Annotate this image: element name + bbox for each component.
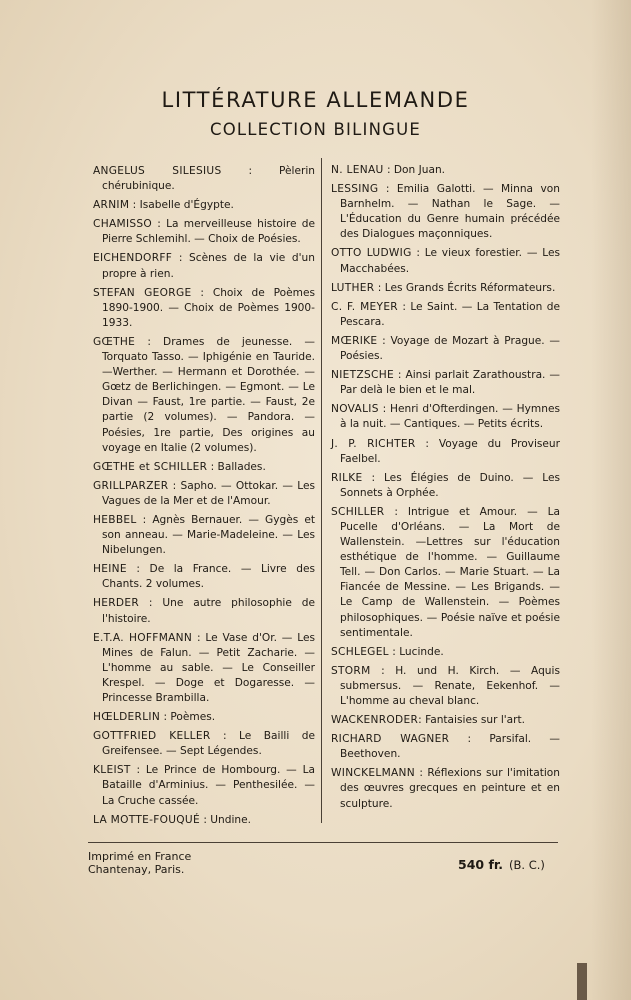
catalog-entry: [331, 246, 560, 276]
works-list: : Poèmes.: [160, 711, 216, 724]
works-list: : Le vieux forestier. — Les Macchabées.: [340, 247, 560, 275]
catalog-entry: [331, 437, 560, 467]
catalog-entry: [93, 710, 315, 725]
works-list: : Ballades.: [207, 460, 266, 473]
printer-info: [88, 850, 191, 876]
author-name: LA MOTTE-FOUQUÉ: [93, 813, 200, 826]
works-list: : H. und H. Kirch. — Aquis submersus. — Renate, Eekenhof. — L'homme au cheval blanc.: [340, 664, 560, 707]
works-list: : Fantaisies sur l'art.: [418, 714, 526, 727]
works-list: : Scènes de la vie d'un propre à rien.: [102, 252, 315, 280]
catalog-entry: [93, 562, 315, 592]
works-list: : Pèlerin chérubinique.: [102, 165, 315, 193]
works-list: : Réflexions sur l'imitation des œuvres grecques en peinture et en sculpture.: [340, 767, 560, 810]
catalog-entry: [331, 664, 560, 709]
works-list: : Les Grands Écrits Réformateurs.: [374, 281, 556, 294]
catalog-entry: [93, 513, 315, 558]
author-name: ARNIM: [93, 199, 130, 212]
works-list: : Isabelle d'Égypte.: [129, 199, 234, 212]
author-name: STEFAN GEORGE: [93, 286, 192, 299]
author-name: MŒRIKE: [331, 334, 378, 347]
author-name: GŒTHE et SCHILLER: [93, 460, 208, 473]
catalog-entry: [93, 286, 315, 331]
works-list: : Ainsi parlait Zarathoustra. — Par delà le bien et le mal.: [340, 369, 560, 397]
works-list: : Drames de jeunesse. — Torquato Tasso. — Iphigénie en Tauride. —Werther. — Hermann et Dorothée. — Gœtz de Berlichingen. — Egmont. — Le Divan — Faust, 1re partie. — Faust, 2e partie (2 volumes). — Pandora. — Poésies, 1re partie, Des origines au voyage en Italie (2 volumes).: [102, 335, 315, 454]
works-list: : Voyage de Mozart à Prague. — Poésies.: [340, 334, 560, 363]
catalog-entry: [331, 182, 560, 242]
catalog-right-column: [331, 163, 560, 816]
author-name: E.T.A. HOFFMANN: [93, 631, 193, 644]
catalog-entry: [331, 505, 560, 641]
binding-tab: [577, 963, 587, 1000]
catalog-entry: [93, 198, 315, 213]
catalog-entry: [331, 471, 560, 501]
author-name: WACKENRODER: [331, 714, 419, 727]
catalog-entry: [331, 368, 560, 398]
catalog-left-column: [93, 164, 315, 832]
catalog-entry: [331, 732, 560, 762]
catalog-entry: [331, 766, 560, 811]
author-name: KLEIST: [93, 764, 131, 777]
footer-rule: [88, 842, 558, 843]
author-name: SCHLEGEL: [331, 645, 389, 658]
catalog-entry: [93, 479, 315, 509]
catalog-entry: [93, 460, 315, 475]
collection-subtitle: COLLECTION BILINGUE: [209, 120, 422, 139]
author-name: CHAMISSO: [93, 218, 153, 231]
works-list: : La merveilleuse histoire de Pierre Schlemihl. — Choix de Poésies.: [102, 218, 315, 246]
works-list: : Undine.: [199, 813, 252, 826]
author-name: HŒLDERLIN: [93, 711, 161, 724]
catalog-entry: [93, 335, 315, 456]
column-divider: [321, 158, 322, 823]
catalog-entry: [93, 596, 315, 626]
catalog-entry: [331, 300, 560, 330]
author-name: GRILLPARZER: [93, 479, 169, 492]
catalog-entry: [331, 334, 560, 364]
author-name: SCHILLER: [331, 505, 385, 518]
author-name: EICHENDORFF: [93, 252, 173, 265]
printer-line-2: Chantenay, Paris.: [88, 863, 185, 876]
works-list: : Parsifal. — Beethoven.: [340, 733, 560, 761]
author-name: RILKE: [331, 471, 363, 484]
author-name: LUTHER: [331, 281, 375, 294]
printer-line-1: Imprimé en France: [88, 850, 192, 863]
author-name: HERDER: [93, 597, 140, 610]
works-list: : Henri d'Ofterdingen. — Hymnes à la nuit. — Cantiques. — Petits écrits.: [340, 403, 560, 431]
catalog-entry: [93, 729, 315, 759]
price-value: 540 fr.: [458, 857, 504, 872]
author-name: NOVALIS: [331, 403, 379, 416]
author-name: ANGELUS SILESIUS: [93, 165, 222, 177]
catalog-entry: [331, 402, 560, 432]
catalog-entry: [331, 281, 560, 296]
catalog-entry: [331, 163, 560, 178]
catalog-entry: [331, 645, 560, 660]
works-list: : Voyage du Proviseur Faelbel.: [340, 437, 561, 465]
author-name: N. LENAU: [331, 164, 384, 176]
works-list: : Le Bailli de Greifensee. — Sept Légendes.: [102, 730, 315, 758]
author-name: NIETZSCHE: [331, 369, 394, 382]
works-list: : Emilia Galotti. — Minna von Barnhelm. — Nathan le Sage. — L'Éducation du Genre humain précédée des Dialogues maçonniques.: [340, 183, 560, 241]
works-list: : Le Saint. — La Tentation de Pescara.: [340, 300, 560, 328]
author-name: LESSING: [331, 183, 379, 196]
author-name: GOTTFRIED KELLER: [93, 730, 211, 743]
works-list: : Les Élégies de Duino. — Les Sonnets à Orphée.: [340, 471, 560, 499]
page-edge-shadow: [591, 0, 631, 1000]
author-name: HEBBEL: [93, 513, 137, 526]
author-name: WINCKELMANN: [331, 767, 415, 780]
author-name: STORM: [331, 664, 371, 677]
page-title: LITTÉRATURE ALLEMANDE: [161, 88, 470, 112]
works-list: : Une autre philosophie de l'histoire.: [102, 597, 315, 625]
author-name: GŒTHE: [93, 335, 136, 348]
works-list: : Choix de Poèmes 1890-1900. — Choix de Poèmes 1900-1933.: [102, 286, 316, 329]
author-name: C. F. MEYER: [331, 300, 398, 313]
works-list: : Intrigue et Amour. — La Pucelle d'Orléans. — La Mort de Wallenstein. —Lettres sur l'éducation esthétique de l'homme. — Guillaume Tell. — Don Carlos. — Marie Stuart. — La Fiancée de Messine. — Les Brigands. —Le Camp de Wallenstein. — Poèmes philosophiques. — Poésie naïve et poésie sentimentale.: [340, 505, 560, 639]
catalog-entry: [93, 251, 315, 281]
works-list: : Le Vase d'Or. — Les Mines de Falun. — Petit Zacharie. — L'homme au sable. — Le Conseiller Krespel. — Doge et Dogaresse. — Princesse Brambilla.: [102, 631, 315, 704]
works-list: : Le Prince de Hombourg. — La Bataille d'Arminius. — Penthesilée. — La Cruche cassée.: [102, 764, 315, 807]
works-list: : Lucinde.: [388, 645, 444, 658]
author-name: J. P. RICHTER: [331, 437, 416, 450]
works-list: : Sapho. — Ottokar. — Les Vagues de la Mer et de l'Amour.: [102, 479, 315, 507]
works-list: : Don Juan.: [383, 164, 446, 176]
author-name: OTTO LUDWIG: [331, 247, 412, 260]
catalog-entry: [93, 813, 315, 828]
catalog-entry: [93, 217, 315, 247]
works-list: : De la France. — Livre des Chants. 2 volumes.: [102, 563, 315, 591]
author-name: HEINE: [93, 563, 127, 576]
price-code: (B. C.): [509, 858, 545, 872]
price-label: [458, 857, 545, 872]
catalog-entry: [93, 763, 315, 808]
catalog-entry: [93, 164, 315, 194]
catalog-entry: [93, 631, 315, 706]
catalog-entry: [331, 713, 560, 728]
author-name: RICHARD WAGNER: [331, 733, 450, 746]
works-list: : Agnès Bernauer. — Gygès et son anneau. — Marie-Madeleine. — Les Nibelungen.: [102, 513, 315, 557]
